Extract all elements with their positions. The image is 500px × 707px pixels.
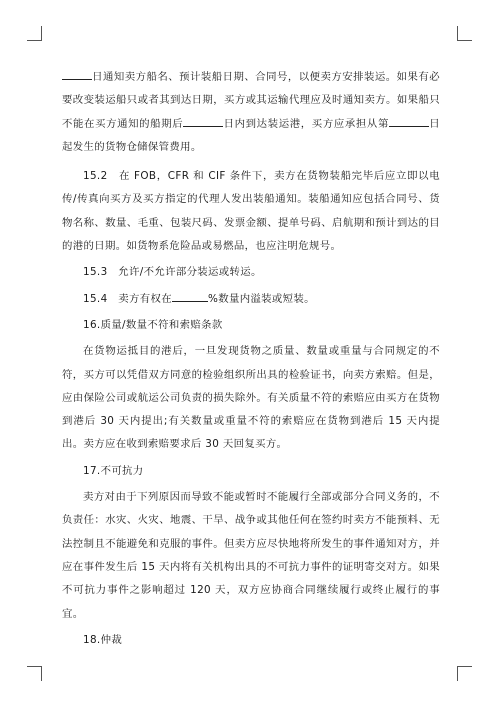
fill-blank[interactable] <box>62 70 92 80</box>
page-corner-mark-bottom-right <box>457 666 472 681</box>
page-corner-mark-top-left <box>27 26 42 41</box>
clause-15-4: 15.4 卖方有权在 %数量内溢装或短装。 <box>83 292 315 305</box>
fill-blank[interactable] <box>172 292 208 302</box>
fill-blank[interactable] <box>389 117 429 127</box>
section-heading-16: 16.质量/数量不符和索赔条款 <box>83 318 223 331</box>
paragraph-claims: 在货物运抵目的港后，一旦发现货物之质量、数量或重量与合同规定的不符，买方可以凭借双方同意的检验组织所出具的检验证书，向卖方索赔。但是，应由保险公司或航运公司负责的损失除外。有关质量不符的索赔应由买方在货物到港后 30 天内提出;有关数量或重量不符的索赔应在货物到港后 15 天内提出。卖方应在收到索赔要求后 30 天回复买方。 <box>62 345 440 451</box>
section-heading-18: 18.仲裁 <box>83 633 123 646</box>
clause-15-2: 15.2 在 FOB，CFR 和 CIF 条件下，卖方在货物装船完毕后应立即以电传/传真向买方及买方指定的代理人发出装船通知。装船通知应包括合同号、货物名称、数量、毛重、包装尺码、发票金额、提单号码、启航期和预计到达的目的港的日期。如货物系危险品或易燃品，也应注明危规号。 <box>62 170 440 253</box>
paragraph-shipping-notice: 日通知卖方船名、预计装船日期、合同号，以便卖方安排装运。如果有必要改变装运船只或者其到达日期，买方或其运输代理应及时通知卖方。如果船只不能在买方通知的船期后 日内到达装运港，买方应承担从第 日起发生的货物仓储保管费用。 <box>62 71 440 153</box>
clause-15-3: 15.3 允许/不允许部分装运或转运。 <box>83 266 262 279</box>
paragraph-force-majeure: 卖方对由于下列原因而导致不能或暂时不能履行全部或部分合同义务的，不负责任：水灾、火灾、地震、干旱、战争或其他任何在签约时卖方不能预料、无法控制且不能避免和克服的事件。但卖方应尽快地将所发生的事件通知对方，并应在事件发生后 15 天内将有关机构出具的不可抗力事件的证明寄交对方。如果不可抗力事件之影响超过 120 天，双方应协商合同继续履行或终止履行的事宜。 <box>62 491 440 620</box>
document-body <box>62 66 440 652</box>
section-heading-17: 17.不可抗力 <box>83 464 144 477</box>
page-corner-mark-bottom-left <box>27 666 42 681</box>
page-corner-mark-top-right <box>457 26 472 41</box>
fill-blank[interactable] <box>183 117 223 127</box>
